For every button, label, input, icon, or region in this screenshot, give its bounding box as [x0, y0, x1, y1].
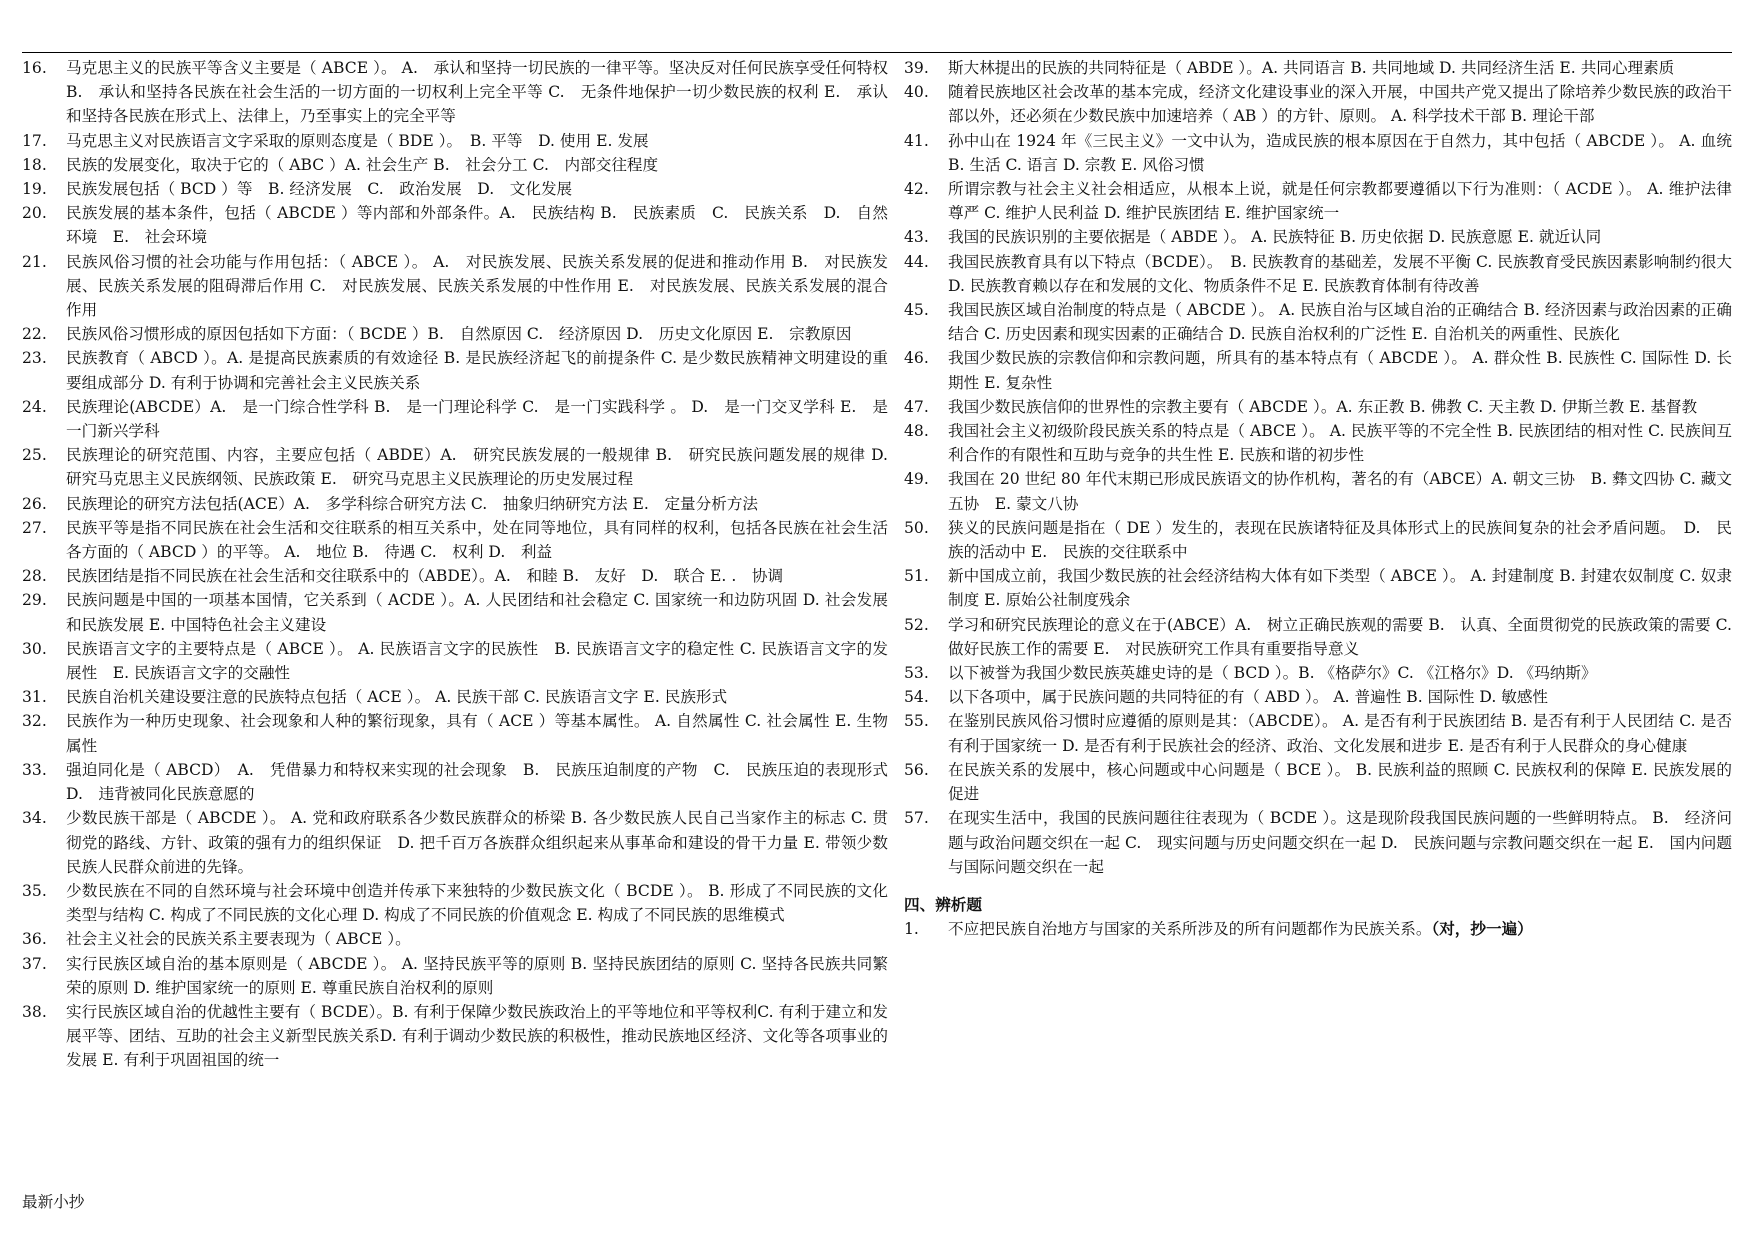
- question-item: [904, 395, 1732, 419]
- question-item: [904, 177, 1732, 225]
- item-text: 孙中山在 1924 年《三民主义》一文中认为，造成民族的根本原因在于自然力，其中包括（ ABCDE ）。 A. 血统 B. 生活 C. 语言 D. 宗教 E. 风俗习惯: [948, 131, 1732, 174]
- item-number: 34.: [22, 809, 47, 828]
- item-number: 42.: [904, 180, 929, 199]
- question-item: [22, 927, 888, 951]
- question-item: [22, 346, 888, 394]
- item-number: 56.: [904, 760, 929, 779]
- item-number: 45.: [904, 301, 929, 320]
- item-number: 51.: [904, 567, 929, 586]
- question-item: [22, 879, 888, 927]
- item-text: 以下各项中，属于民族问题的共同特征的有（ ABD ）。 A. 普遍性 B. 国际性 D. 敏感性: [948, 688, 1549, 707]
- question-item: [22, 952, 888, 1000]
- item-text: 民族理论的研究范围、内容，主要应包括（ ABDE）A. 研究民族发展的一般规律 B. 研究民族问题发展的规律 D. 研究马克思主义民族纲领、民族政策 E. 研究马克思主义民族理论的历史发展过程: [66, 446, 904, 489]
- question-item: [22, 201, 888, 249]
- item-text: 实行民族区域自治的优越性主要有（ BCDE）。B. 有利于保障少数民族政治上的平等地位和平等权利C. 有利于建立和发展平等、团结、互助的社会主义新型民族关系D. 有利于调动少数民族的积极性，推动民族地区经济、文化等各项事业的发展 E. 有利于巩固祖国的统一: [66, 1002, 888, 1070]
- item-number: 38.: [22, 1002, 47, 1021]
- question-item: [904, 250, 1732, 298]
- item-text: 在民族关系的发展中，核心问题或中心问题是（ BCE ）。 B. 民族利益的照顾 C. 民族权利的保障 E. 民族发展的促进: [948, 760, 1732, 804]
- top-rule: [22, 52, 1732, 53]
- judgment-item: [904, 917, 1732, 941]
- item-number: 44.: [904, 252, 929, 271]
- item-text: 我国在 20 世纪 80 年代末期已形成民族语文的协作机构，著名的有（ABCE）A. 朝文三协 B. 彝文四协 C. 藏文五协 E. 蒙文八协: [948, 470, 1732, 513]
- question-item: [22, 177, 888, 201]
- item-text: 在鉴别民族风俗习惯时应遵循的原则是其：（ABCDE）。 A. 是否有利于民族团结 B. 是否有利于人民团结 C. 是否有利于国家统一 D. 是否有利于民族社会的经济、政治、文化发展和进步 E. 是否有利于人民群众的身心健康: [948, 712, 1732, 755]
- item-text: 民族自治机关建设要注意的民族特点包括（ ACE ）。 A. 民族干部 C. 民族语言文字 E. 民族形式: [66, 688, 728, 707]
- item-number: 43.: [904, 228, 929, 247]
- item-text: 社会主义社会的民族关系主要表现为（ ABCE ）。: [66, 930, 411, 949]
- question-item: [904, 298, 1732, 346]
- question-item: [904, 806, 1732, 879]
- item-number: 37.: [22, 954, 47, 973]
- item-number: 49.: [904, 470, 929, 489]
- question-item: [22, 516, 888, 564]
- item-number: 48.: [904, 422, 929, 441]
- question-item: [22, 153, 888, 177]
- question-item: [904, 467, 1732, 515]
- item-text: 我国少数民族信仰的世界性的宗教主要有（ ABCDE ）。A. 东正教 B. 佛教 C. 天主教 D. 伊斯兰教 E. 基督教: [948, 397, 1698, 416]
- item-number: 46.: [904, 349, 929, 368]
- item-number: 27.: [22, 518, 47, 537]
- item-text: 民族语言文字的主要特点是（ ABCE ）。 A. 民族语言文字的民族性 B. 民族语言文字的稳定性 C. 民族语言文字的发展性 E. 民族语言文字的交融性: [66, 639, 888, 683]
- item-number: 16.: [22, 59, 47, 77]
- item-text: 民族理论(ABCDE）A. 是一门综合性学科 B. 是一门理论科学 C. 是一门实践科学 。 D. 是一门交叉学科 E. 是一门新兴学科: [66, 397, 888, 441]
- item-number: 41.: [904, 131, 929, 150]
- item-text: 我国民族区域自治制度的特点是（ ABCDE ）。 A. 民族自治与区域自治的正确结合 B. 经济因素与政治因素的正确结合 C. 历史因素和现实因素的正确结合 D. 民族自治权利的广泛性 E. 自治机关的两重性、民族化: [948, 301, 1732, 344]
- item-text: 民族风俗习惯形成的原因包括如下方面：（ BCDE ）B. 自然原因 C. 经济原因 D. 历史文化原因 E. 宗教原因: [66, 325, 852, 344]
- question-item: [22, 685, 888, 709]
- question-item: [22, 129, 888, 153]
- item-text: 新中国成立前，我国少数民族的社会经济结构大体有如下类型（ ABCE ）。 A. 封建制度 B. 封建农奴制度 C. 奴隶制度 E. 原始公社制度残余: [948, 567, 1732, 610]
- question-item: [22, 492, 888, 516]
- item-number: 28.: [22, 567, 47, 586]
- item-text: 民族教育（ ABCD ）。A. 是提高民族素质的有效途径 B. 是民族经济起飞的前提条件 C. 是少数民族精神文明建设的重要组成部分 D. 有利于协调和完善社会主义民族关系: [66, 349, 888, 392]
- question-item: [22, 806, 888, 879]
- item-number: 22.: [22, 325, 47, 344]
- item-number: 36.: [22, 930, 47, 949]
- question-item: [904, 661, 1732, 685]
- question-item: [904, 80, 1732, 128]
- item-text: 我国少数民族的宗教信仰和宗教问题，所具有的基本特点有（ ABCDE ）。 A. 群众性 B. 民族性 C. 国际性 D. 长期性 E. 复杂性: [948, 349, 1732, 392]
- item-text: 少数民族干部是（ ABCDE ）。 A. 党和政府联系各少数民族群众的桥梁 B. 各少数民族人民自己当家作主的标志 C. 贯彻党的路线、方针、政策的强有力的组织保证 D. 把千百万各族群众组织起来从事革命和建设的骨干力量 E. 带领少数民族人民群众前进的先锋。: [66, 809, 888, 876]
- item-number: 57.: [904, 809, 929, 828]
- question-item: [22, 395, 888, 443]
- item-number: 20.: [22, 204, 47, 223]
- section-title: 四、辨析题: [904, 894, 982, 914]
- item-text: 在现实生活中，我国的民族问题往往表现为（ BCDE ）。这是现阶段我国民族问题的一些鲜明特点。 B. 经济问题与政治问题交织在一起 C. 现实问题与历史问题交织在一起 D. 民族问题与宗教问题交织在一起 E. 国内问题与国际问题交织在一起: [948, 809, 1732, 876]
- right-column: [904, 56, 1748, 941]
- item-number: 35.: [22, 881, 47, 900]
- item-text: 民族发展的基本条件，包括（ ABCDE ）等内部和外部条件。A. 民族结构 B. 民族素质 C. 民族关系 D. 自然环境 E. 社会环境: [66, 204, 888, 247]
- item-text: 狭义的民族问题是指在（ DE ）发生的，表现在民族诸特征及具体形式上的民族间复杂的社会矛盾问题。 D. 民族的活动中 E. 民族的交往联系中: [948, 518, 1732, 562]
- item-text: 所谓宗教与社会主义社会相适应，从根本上说，就是任何宗教都要遵循以下行为准则：（ ACDE ）。 A. 维护法律尊严 C. 维护人民利益 D. 维护民族团结 E. 维护国家统一: [948, 180, 1732, 223]
- item-number: 25.: [22, 446, 47, 465]
- question-item: [904, 709, 1732, 757]
- item-number: 26.: [22, 494, 47, 513]
- item-number: 39.: [904, 59, 929, 77]
- item-text: 我国的民族识别的主要依据是（ ABDE ）。 A. 民族特征 B. 历史依据 D. 民族意愿 E. 就近认同: [948, 228, 1602, 247]
- item-text: 民族的发展变化，取决于它的（ ABC ）A. 社会生产 B. 社会分工 C. 内部交往程度: [66, 155, 659, 174]
- item-text: 民族风俗习惯的社会功能与作用包括：（ ABCE ）。 A. 对民族发展、民族关系发展的促进和推动作用 B. 对民族发展、民族关系发展的阻碍滞后作用 C. 对民族发展、民族关系发展的中性作用 E. 对民族发展、民族关系发展的混合作用: [66, 252, 888, 320]
- question-item: [904, 56, 1732, 80]
- item-text: 民族团结是指不同民族在社会生活和交往联系中的（ABDE）。A. 和睦 B. 友好 D. 联合 E. . 协调: [66, 567, 784, 586]
- question-item: [22, 709, 888, 757]
- item-text: 少数民族在不同的自然环境与社会环境中创造并传承下来独特的少数民族文化（ BCDE ）。 B. 形成了不同民族的文化类型与结构 C. 构成了不同民族的文化心理 D. 构成了不同民族的价值观念 E. 构成了不同民族的思维模式: [66, 881, 888, 925]
- item-number: 21.: [22, 252, 47, 271]
- item-number: 19.: [22, 180, 47, 199]
- item-number: 47.: [904, 397, 929, 416]
- question-item: [22, 758, 904, 806]
- item-text: 随着民族地区社会改革的基本完成，经济文化建设事业的深入开展，中国共产党又提出了除培养少数民族的政治干部以外，还必须在少数民族中加速培养（ AB ）的方针、原则。 A. 科学技术干部 B. 理论干部: [948, 83, 1732, 126]
- item-number: 54.: [904, 688, 929, 707]
- item-number: 52.: [904, 615, 929, 634]
- item-text: 学习和研究民族理论的意义在于(ABCE）A. 树立正确民族观的需要 B. 认真、全面贯彻党的民族政策的需要 C. 做好民族工作的需要 E. 对民族研究工作具有重要指导意义: [948, 615, 1748, 658]
- item-text: 民族理论的研究方法包括(ACE）A. 多学科综合研究方法 C. 抽象归纳研究方法 E. 定量分析方法: [66, 494, 759, 513]
- question-item: [22, 443, 904, 491]
- item-number: 50.: [904, 518, 929, 537]
- question-item: [904, 129, 1732, 177]
- item-number: 31.: [22, 688, 47, 707]
- question-item: [22, 1000, 888, 1073]
- question-item: [22, 637, 888, 685]
- item-number: 33.: [22, 760, 47, 779]
- item-text: 实行民族区域自治的基本原则是（ ABCDE ）。 A. 坚持民族平等的原则 B. 坚持民族团结的原则 C. 坚持各民族共同繁荣的原则 D. 维护国家统一的原则 E. 尊重民族自治权利的原则: [66, 954, 888, 997]
- question-item: [904, 346, 1732, 394]
- question-item: [904, 564, 1732, 612]
- item-number: 18.: [22, 155, 47, 174]
- item-text: 马克思主义对民族语言文字采取的原则态度是（ BDE ）。 B. 平等 D. 使用 E. 发展: [66, 131, 649, 150]
- item-text: 民族问题是中国的一项基本国情，它关系到（ ACDE ）。A. 人民团结和社会稳定 C. 国家统一和边防巩固 D. 社会发展和民族发展 E. 中国特色社会主义建设: [66, 591, 888, 634]
- question-item: [904, 225, 1732, 249]
- item-text: 民族发展包括（ BCD ）等 B. 经济发展 C. 政治发展 D. 文化发展: [66, 180, 573, 199]
- item-number: 23.: [22, 349, 47, 368]
- item-number: 24.: [22, 397, 47, 416]
- footer-text: 最新小抄: [22, 1193, 85, 1211]
- question-item: [22, 322, 888, 346]
- item-text: 斯大林提出的民族的共同特征是（ ABDE ）。A. 共同语言 B. 共同地域 D. 共同经济生活 E. 共同心理素质: [948, 59, 1675, 77]
- item-text: [948, 917, 1732, 941]
- judgment-text: 不应把民族自治地方与国家的关系所涉及的所有问题都作为民族关系。: [948, 920, 1432, 939]
- item-text: 以下被誉为我国少数民族英雄史诗的是（ BCD ）。B. 《格萨尔》C. 《江格尔》D. 《玛纳斯》: [948, 664, 1597, 683]
- question-item: [22, 564, 888, 588]
- question-item: [22, 588, 888, 636]
- item-number: 30.: [22, 639, 47, 658]
- item-number: 32.: [22, 712, 47, 731]
- judgment-note: （对，抄一遍）: [1431, 919, 1533, 939]
- item-text: 我国民族教育具有以下特点（BCDE）。 B. 民族教育的基础差，发展不平衡 C. 民族教育受民族因素影响制约很大 D. 民族教育赖以存在和发展的文化、物质条件不足 E. 民族教育体制有待改善: [948, 252, 1732, 295]
- item-number: 40.: [904, 83, 929, 102]
- item-text: 我国社会主义初级阶段民族关系的特点是（ ABCE ）。 A. 民族平等的不完全性 B. 民族团结的相对性 C. 民族间互利合作的有限性和互助与竞争的共生性 E. 民族和谐的初步性: [948, 422, 1732, 465]
- question-item: [22, 250, 888, 323]
- item-number: 55.: [904, 712, 929, 731]
- left-column: [22, 56, 904, 1073]
- item-number: 1.: [904, 920, 919, 939]
- question-item: [904, 613, 1748, 661]
- item-text: 强迫同化是（ ABCD） A. 凭借暴力和特权来实现的社会现象 B. 民族压迫制度的产物 C. 民族压迫的表现形式 D. 违背被同化民族意愿的: [66, 760, 904, 804]
- item-text: 马克思主义的民族平等含义主要是（ ABCE ）。 A. 承认和坚持一切民族的一律平等。坚决反对任何民族享受任何特权 B. 承认和坚持各民族在社会生活的一切方面的一切权利上完全平等 C. 无条件地保护一切少数民族的权利 E. 承认和坚持各民族在形式上、法律上，乃至事实上的完全平等: [66, 59, 888, 126]
- item-number: 29.: [22, 591, 47, 610]
- question-item: [22, 56, 888, 129]
- item-number: 17.: [22, 131, 47, 150]
- item-text: 民族作为一种历史现象、社会现象和人种的繁衍现象，具有（ ACE ）等基本属性。 A. 自然属性 C. 社会属性 E. 生物属性: [66, 712, 888, 755]
- right-items: [904, 56, 1748, 879]
- question-item: [904, 685, 1732, 709]
- question-item: [904, 419, 1732, 467]
- item-text: 民族平等是指不同民族在社会生活和交往联系的相互关系中，处在同等地位，具有同样的权利，包括各民族在社会生活各方面的（ ABCD ）的平等。 A. 地位 B. 待遇 C. 权利 D. 利益: [66, 518, 888, 562]
- question-item: [904, 516, 1732, 564]
- item-number: 53.: [904, 664, 929, 683]
- question-item: [904, 758, 1732, 806]
